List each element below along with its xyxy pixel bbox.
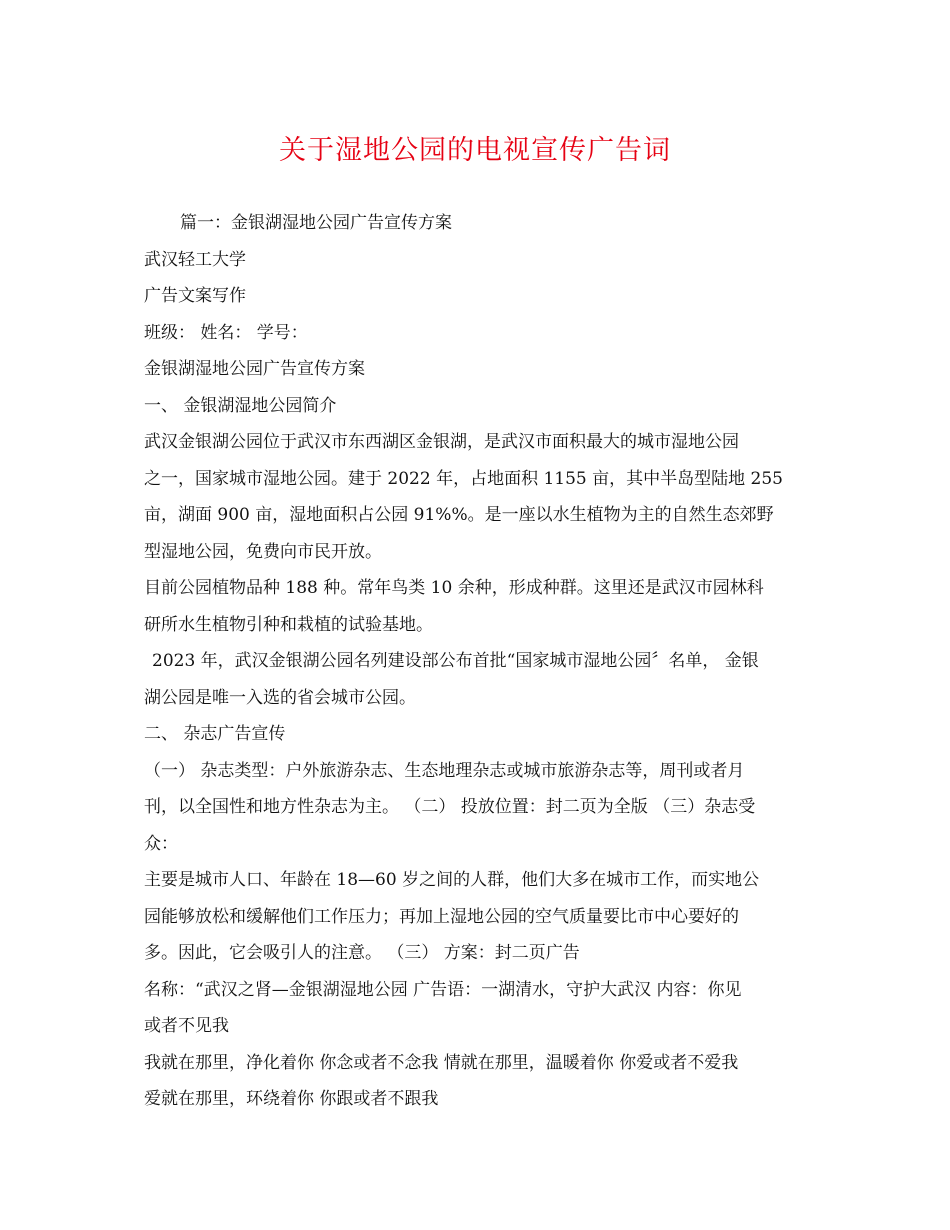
paragraph-line: 武汉轻工大学 [144, 249, 246, 270]
paragraph-line: 湖公园是唯一入选的省会城市公园。 [144, 687, 416, 708]
paragraph-line: 之一，国家城市湿地公园。建于 2022 年，占地面积 1155 亩，其中半岛型陆地 255 [144, 468, 783, 489]
section-heading: 二、 杂志广告宣传 [144, 724, 286, 744]
paragraph-line: 刊，以全国性和地方性杂志为主。 （二） 投放位置：封二页为全版 （三）杂志受 [144, 797, 756, 817]
document-body [144, 205, 808, 1118]
paragraph-line: 多。因此，它会吸引人的注意。 （三） 方案：封二页广告 [144, 943, 580, 963]
paragraph-line: 2023 年，武汉金银湖公园名列建设部公布首批“国家城市湿地公园〞名单， 金银 [152, 651, 759, 671]
paragraph-line: 篇一：金银湖湿地公园广告宣传方案 [180, 213, 452, 233]
paragraph-line: 亩，湖面 900 亩，湿地面积占公园 91%%。是一座以水生植物为主的自然生态郊野 [144, 505, 774, 525]
paragraph-line: 班级： 姓名： 学号： [144, 322, 308, 343]
paragraph-line: 金银湖湿地公园广告宣传方案 [144, 359, 365, 379]
paragraph-line: 目前公园植物品种 188 种。常年鸟类 10 余种，形成种群。这里还是武汉市园林科 [144, 578, 764, 598]
section-heading: 一、 金银湖湿地公园简介 [144, 395, 337, 416]
paragraph-line: 型湿地公园，免费向市民开放。 [144, 541, 382, 562]
paragraph-line: 武汉金银湖公园位于武汉市东西湖区金银湖，是武汉市面积最大的城市湿地公园 [144, 432, 739, 452]
paragraph-line: 研所水生植物引种和栽植的试验基地。 [144, 614, 433, 635]
paragraph-line: 我就在那里，净化着你 你念或者不念我 情就在那里，温暖着你 你爱或者不爱我 [144, 1052, 739, 1073]
paragraph-line: 主要是城市人口、年龄在 18—60 岁之间的人群，他们大多在城市工作，而实地公 [144, 870, 760, 890]
paragraph-line: 众： [144, 833, 178, 854]
paragraph-line: 园能够放松和缓解他们工作压力；再加上湿地公园的空气质量要比市中心要好的 [144, 906, 739, 927]
paragraph-line: 或者不见我 [144, 1016, 229, 1036]
paragraph-line: 广告文案写作 [144, 286, 246, 306]
paragraph-line: （一） 杂志类型：户外旅游杂志、生态地理杂志或城市旅游杂志等，周刊或者月 [144, 760, 745, 781]
paragraph-line: 名称：“武汉之肾—金银湖湿地公园 广告语：一湖清水，守护大武汉 内容：你见 [144, 979, 742, 1000]
paragraph-line: 爱就在那里，环绕着你 你跟或者不跟我 [144, 1089, 439, 1109]
document-title: 关于湿地公园的电视宣传广告词 [279, 135, 671, 166]
